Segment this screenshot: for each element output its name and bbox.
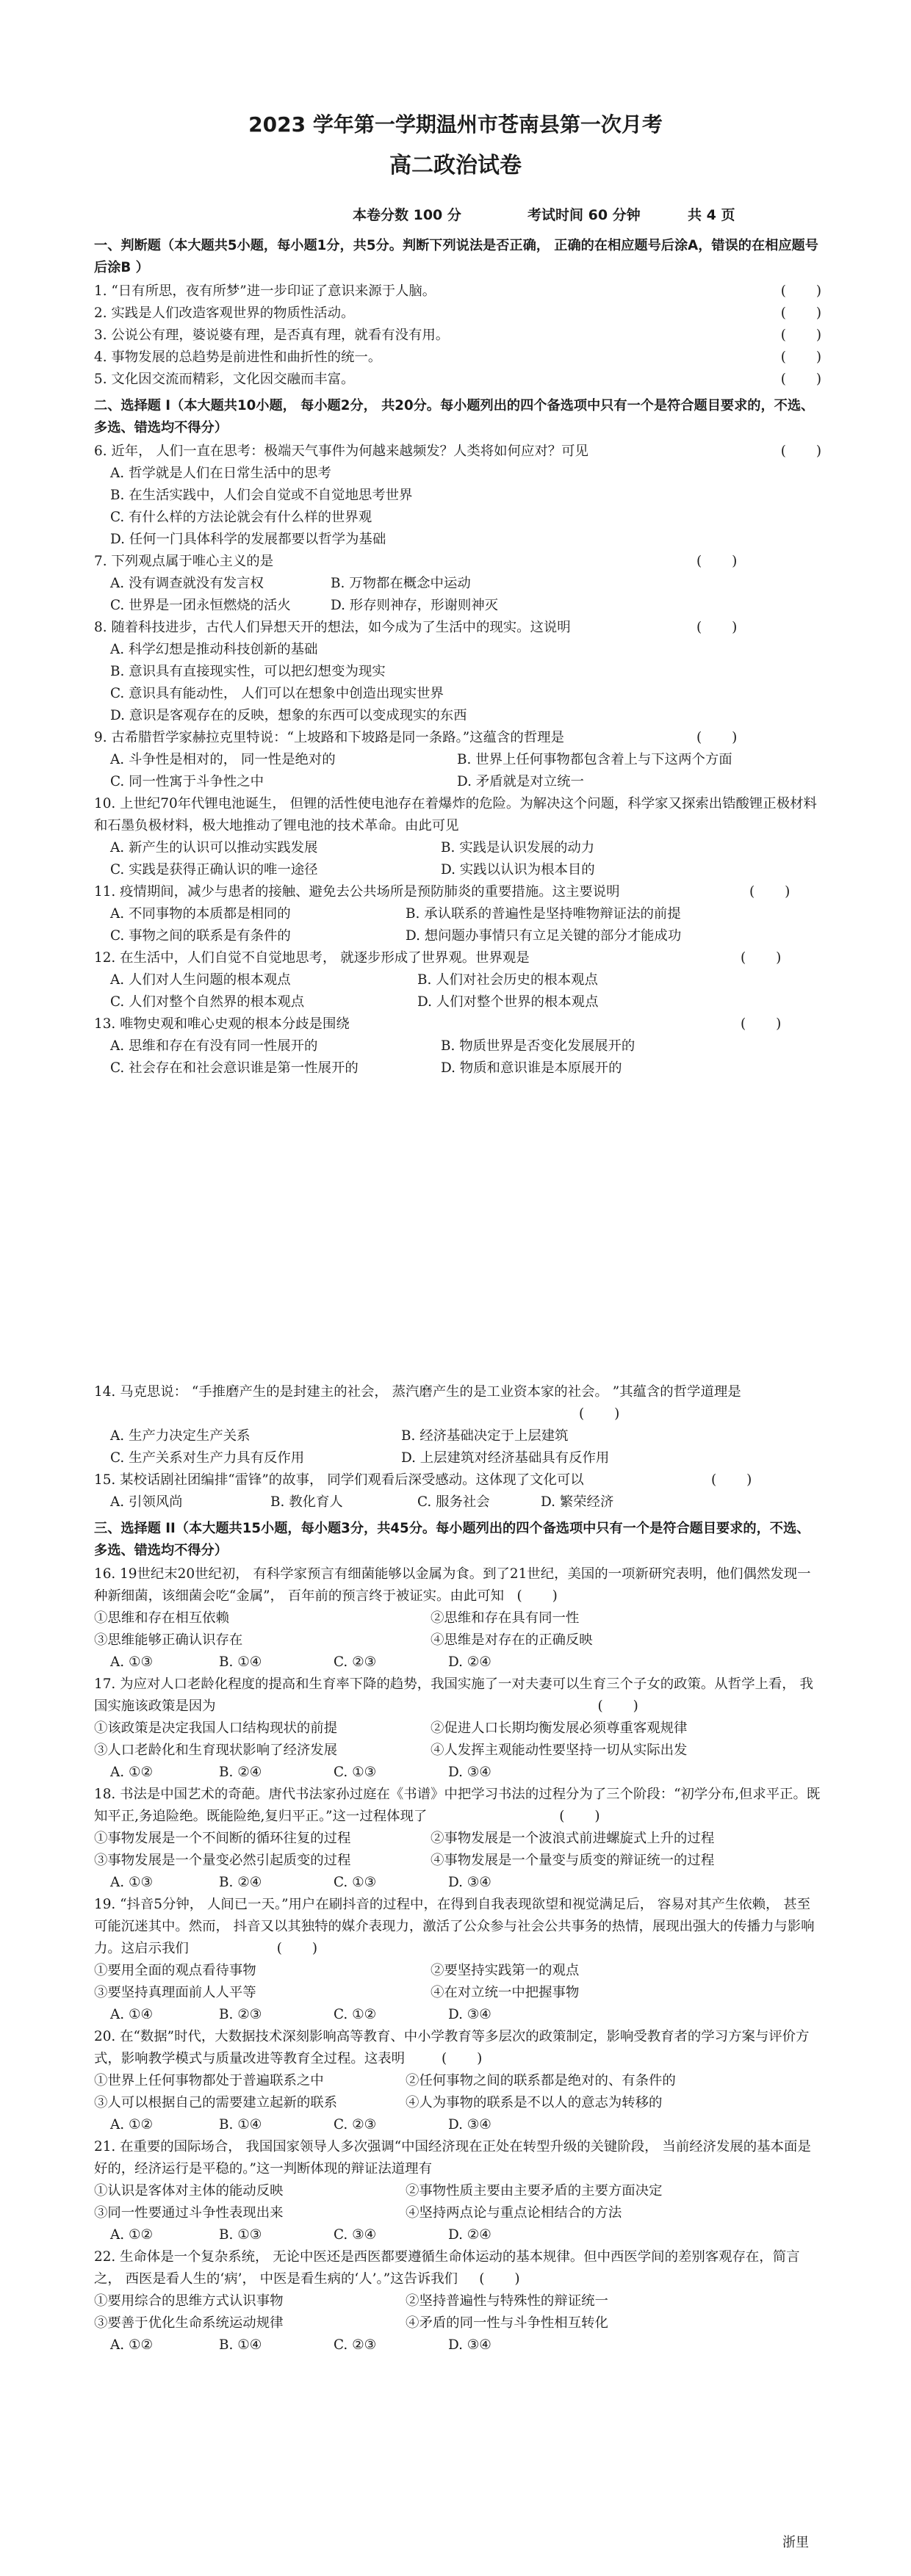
section-1-heading: 一、判断题（本大题共5小题，每小题1分，共5分。判断下列说法是否正确， 正确的在相应题号后涂A，错误的在相应题号后涂B ） <box>94 238 818 275</box>
question-6-option: D. 任何一门具体科学的发展都要以哲学为基础 <box>110 532 386 547</box>
question-13-option: D. 物质和意识谁是本原展开的 <box>441 1060 622 1076</box>
question-22-option: A. ①② <box>110 2337 153 2353</box>
question-21-statement: ①认识是客体对主体的能动反映 <box>94 2183 284 2199</box>
question-11-option: A. 不同事物的本质都是相同的 <box>110 906 291 922</box>
question-20-statement: ②任何事物之间的联系都是绝对的、有条件的 <box>406 2073 676 2088</box>
question-14-option: D. 上层建筑对经济基础具有反作用 <box>401 1450 610 1466</box>
question-15-options-row <box>94 1491 821 1513</box>
question-13-option: C. 社会存在和社会意识谁是第一性展开的 <box>110 1060 359 1076</box>
question-16-statement: ④思维是对存在的正确反映 <box>431 1632 593 1648</box>
question-10-options-row <box>94 859 821 881</box>
question-17-option: B. ②④ <box>219 1765 262 1780</box>
question-20-option: D. ③④ <box>448 2117 491 2132</box>
question-7-option: A. 没有调查就没有发言权 <box>110 576 264 591</box>
question-19-stem: 19. “抖音5分钟， 人间已一天。”用户在刷抖音的过程中，在得到自我表现欲望和视觉满足后， 容易对其产生依赖， 甚至可能沉迷其中。然而， 抖音又以其独特的媒介表现力，激活了公众参与社会公共事务的热情，展现出强大的传播力与影响力。这启示我们 ( ) <box>94 1897 815 1956</box>
question-20-option: B. ①④ <box>219 2117 262 2132</box>
question-6-stem: 6. 近年， 人们一直在思考：极端天气事件为何越来越频发？人类将如何应对？可见 ( ) <box>94 444 821 459</box>
question-9-options-row <box>94 749 821 771</box>
question-19-statement: ②要坚持实践第一的观点 <box>431 1963 580 1978</box>
question-19-options-row <box>94 2004 821 2026</box>
question-17-option: A. ①② <box>110 1765 153 1780</box>
question-21-statements-row <box>94 2180 821 2202</box>
question-19-statement: ①要用全面的观点看待事物 <box>94 1963 256 1978</box>
question-17-statement: ①该政策是决定我国人口结构现状的前提 <box>94 1721 338 1736</box>
judge-item-5: 5. 文化因交流而精彩，文化因交融而丰富。 ( ) <box>94 372 821 387</box>
question-8-option: A. 科学幻想是推动科技创新的基础 <box>110 642 318 657</box>
question-13-option: A. 思维和存在有没有同一性展开的 <box>110 1038 318 1054</box>
question-19-statements-row <box>94 1960 821 1982</box>
question-14-stem: 14. 马克思说： “手推磨产生的是封建主的社会， 蒸汽磨产生的是工业资本家的社会。 ”其蕴含的哲学道理是( ) <box>94 1384 741 1422</box>
question-22-options-row <box>94 2334 821 2356</box>
question-10-option: A. 新产生的认识可以推动实践发展 <box>110 840 318 855</box>
question-15-option: A. 引领风尚 <box>110 1494 183 1510</box>
question-22-statement: ③要善于优化生命系统运动规律 <box>94 2315 284 2331</box>
question-8-option: B. 意识具有直接现实性，可以把幻想变为现实 <box>110 664 386 679</box>
total-score: 本卷分数 100 分 <box>353 207 461 223</box>
question-7-option: D. 形存则神存，形谢则神灭 <box>331 598 499 613</box>
question-16-options-row <box>94 1651 821 1674</box>
question-14-options-row <box>94 1425 821 1447</box>
question-9-option: D. 矛盾就是对立统一 <box>457 774 584 789</box>
question-22-option: D. ③④ <box>448 2337 491 2353</box>
question-19-option: C. ①② <box>334 2007 377 2022</box>
question-16-statements-row <box>94 1607 821 1629</box>
question-17-statement: ④人发挥主观能动性要坚持一切从实际出发 <box>431 1743 688 1758</box>
question-7-option: C. 世界是一团永恒燃烧的活火 <box>110 598 291 613</box>
question-21-statement: ②事物性质主要由主要矛盾的主要方面决定 <box>406 2183 663 2199</box>
question-22-option: C. ②③ <box>334 2337 377 2353</box>
question-10-stem: 10. 上世纪70年代锂电池诞生， 但锂的活性使电池存在着爆炸的危险。为解决这个问题，科学家又探索出锆酸锂正极材料和石墨负极材料，极大地推动了锂电池的技术革命。由此可见 <box>94 796 817 833</box>
question-12-options-row <box>94 991 821 1013</box>
question-21-statement: ④坚持两点论与重点论相结合的方法 <box>406 2205 622 2221</box>
question-9-option: B. 世界上任何事物都包含着上与下这两个方面 <box>457 752 732 767</box>
question-21-option: A. ①② <box>110 2227 153 2243</box>
question-12-options-row <box>94 969 821 991</box>
question-7-options-row <box>94 595 821 617</box>
footer-region-label: 浙里 <box>782 2535 809 2550</box>
question-16-statement: ①思维和存在相互依赖 <box>94 1610 229 1626</box>
question-22-statement: ①要用综合的思维方式认识事物 <box>94 2293 284 2309</box>
question-20-stem: 20. 在“数据”时代，大数据技术深刻影响高等教育、中小学教育等多层次的政策制定，影响受教育者的学习方案与评价方式，影响教学模式与质量改进等教育全过程。这表明 ( ) <box>94 2029 810 2066</box>
question-16-option: D. ②④ <box>448 1654 491 1670</box>
question-19-statements-row <box>94 1982 821 2004</box>
question-6-option: C. 有什么样的方法论就会有什么样的世界观 <box>110 510 372 525</box>
question-17-statements-row <box>94 1740 821 1762</box>
question-19-option: B. ②③ <box>219 2007 262 2022</box>
question-18-statement: ④事物发展是一个量变与质变的辩证统一的过程 <box>431 1853 715 1868</box>
question-10-option: C. 实践是获得正确认识的唯一途径 <box>110 862 318 878</box>
exam-subtitle: 高二政治试卷 <box>389 153 522 178</box>
question-16-statements-row <box>94 1629 821 1651</box>
question-22-statements-row <box>94 2312 821 2334</box>
question-13-stem: 13. 唯物史观和唯心史观的根本分歧是围绕 ( ) <box>94 1016 782 1032</box>
exam-body-upper <box>94 231 821 1079</box>
question-22-statement: ②坚持普遍性与特殊性的辩证统一 <box>406 2293 608 2309</box>
question-20-statements-row <box>94 2070 821 2092</box>
question-9-option: C. 同一性寓于斗争性之中 <box>110 774 264 789</box>
question-13-options-row <box>94 1057 821 1079</box>
question-7-option: B. 万物都在概念中运动 <box>331 576 471 591</box>
exam-time: 考试时间 60 分钟 <box>527 207 641 223</box>
question-20-statements-row <box>94 2092 821 2114</box>
question-15-option: C. 服务社会 <box>417 1494 490 1510</box>
question-18-statement: ②事物发展是一个波浪式前进螺旋式上升的过程 <box>431 1831 715 1846</box>
question-7-options-row <box>94 573 821 595</box>
question-20-option: A. ①② <box>110 2117 153 2132</box>
question-6-option: B. 在生活实践中，人们会自觉或不自觉地思考世界 <box>110 488 413 503</box>
question-10-option: D. 实践以认识为根本目的 <box>441 862 595 878</box>
page-count: 共 4 页 <box>688 207 735 223</box>
question-11-option: D. 想问题办事情只有立足关键的部分才能成功 <box>406 928 682 944</box>
exam-title: 2023 学年第一学期温州市苍南县第一次月考 <box>248 112 663 137</box>
question-14-option: A. 生产力决定生产关系 <box>110 1428 251 1444</box>
question-10-option: B. 实践是认识发展的动力 <box>441 840 595 855</box>
question-17-options-row <box>94 1762 821 1784</box>
question-18-statement: ①事物发展是一个不间断的循环往复的过程 <box>94 1831 351 1846</box>
question-11-option: C. 事物之间的联系是有条件的 <box>110 928 291 944</box>
question-22-stem: 22. 生命体是一个复杂系统， 无论中医还是西医都要遵循生命体运动的基本规律。但中西医学间的差别客观存在，简言之， 西医是看人生的‘病’， 中医是看生病的‘人’。”这告诉我们 ( ) <box>94 2249 800 2287</box>
question-14-options-row <box>94 1447 821 1469</box>
question-21-option: B. ①③ <box>219 2227 262 2243</box>
question-16-statement: ③思维能够正确认识存在 <box>94 1632 243 1648</box>
question-21-options-row <box>94 2224 821 2246</box>
question-12-option: B. 人们对社会历史的根本观点 <box>417 972 598 988</box>
question-18-options-row <box>94 1872 821 1894</box>
question-21-option: D. ②④ <box>448 2227 491 2243</box>
question-20-options-row <box>94 2114 821 2136</box>
question-12-option: C. 人们对整个自然界的根本观点 <box>110 994 305 1010</box>
question-11-option: B. 承认联系的普遍性是坚持唯物辩证法的前提 <box>406 906 681 922</box>
question-16-option: C. ②③ <box>334 1654 377 1670</box>
question-22-statement: ④矛盾的同一性与斗争性相互转化 <box>406 2315 608 2331</box>
question-16-option: A. ①③ <box>110 1654 153 1670</box>
question-8-option: C. 意识具有能动性， 人们可以在想象中创造出现实世界 <box>110 686 444 701</box>
question-17-statement: ③人口老龄化和生育现状影响了经济发展 <box>94 1743 338 1758</box>
question-8-option: D. 意识是客观存在的反映，想象的东西可以变成现实的东西 <box>110 708 467 723</box>
question-11-options-row <box>94 925 821 947</box>
question-16-statement: ②思维和存在具有同一性 <box>431 1610 580 1626</box>
question-22-option: B. ①④ <box>219 2337 262 2353</box>
question-16-stem: 16. 19世纪末20世纪初， 有科学家预言有细菌能够以金属为食。到了21世纪，美国的一项新研究表明，他们偶然发现一种新细菌，该细菌会吃“金属”， 百年前的预言终于被证实。由此可知 ( ) <box>94 1566 811 1604</box>
question-6-option: A. 哲学就是人们在日常生活中的思考 <box>110 466 331 481</box>
question-13-options-row <box>94 1035 821 1057</box>
question-19-statement: ④在对立统一中把握事物 <box>431 1985 580 2000</box>
question-20-statement: ①世界上任何事物都处于普遍联系之中 <box>94 2073 324 2088</box>
question-17-option: C. ①③ <box>334 1765 377 1780</box>
question-21-stem: 21. 在重要的国际场合， 我国国家领导人多次强调“中国经济现在正处在转型升级的关键阶段， 当前经济发展的基本面是好的，经济运行是平稳的。”这一判断体现的辩证法道理有 <box>94 2139 811 2177</box>
question-7-stem: 7. 下列观点属于唯心主义的是 ( ) <box>94 554 738 569</box>
question-14-option: B. 经济基础决定于上层建筑 <box>401 1428 569 1444</box>
question-12-option: D. 人们对整个世界的根本观点 <box>417 994 599 1010</box>
question-20-statement: ④人为事物的联系是不以人的意志为转移的 <box>406 2095 663 2110</box>
question-15-option: D. 繁荣经济 <box>541 1494 614 1510</box>
question-17-option: D. ③④ <box>448 1765 491 1780</box>
question-15-option: B. 教化育人 <box>270 1494 343 1510</box>
question-12-stem: 12. 在生活中，人们自觉不自觉地思考， 就逐步形成了世界观。世界观是 ( ) <box>94 950 782 966</box>
judge-item-3: 3. 公说公有理，婆说婆有理，是否真有理，就看有没有用。 ( ) <box>94 328 821 343</box>
question-16-option: B. ①④ <box>219 1654 262 1670</box>
question-17-statement: ②促进人口长期均衡发展必须尊重客观规律 <box>431 1721 688 1736</box>
section-3-heading: 三、选择题 II（本大题共15小题，每小题3分，共45分。每小题列出的四个备选项中只有一个是符合题目要求的，不选、多选、错选均不得分） <box>94 1521 810 1558</box>
question-18-option: D. ③④ <box>448 1875 491 1890</box>
question-11-stem: 11. 疫情期间，减少与患者的接触、避免去公共场所是预防肺炎的重要措施。这主要说明 ( ) <box>94 884 791 900</box>
question-20-option: C. ②③ <box>334 2117 377 2132</box>
question-19-statement: ③要坚持真理面前人人平等 <box>94 1985 256 2000</box>
judge-item-2: 2. 实践是人们改造客观世界的物质性活动。 ( ) <box>94 305 821 321</box>
question-10-options-row <box>94 837 821 859</box>
question-14-option: C. 生产关系对生产力具有反作用 <box>110 1450 305 1466</box>
question-12-option: A. 人们对人生问题的根本观点 <box>110 972 291 988</box>
question-18-statement: ③事物发展是一个量变必然引起质变的过程 <box>94 1853 351 1868</box>
question-9-option: A. 斗争性是相对的， 同一性是绝对的 <box>110 752 336 767</box>
question-19-option: A. ①④ <box>110 2007 153 2022</box>
question-11-options-row <box>94 903 821 925</box>
question-9-stem: 9. 古希腊哲学家赫拉克里特说：“上坡路和下坡路是同一条路。”这蕴含的哲理是 ( ) <box>94 730 738 745</box>
question-13-option: B. 物质世界是否变化发展展开的 <box>441 1038 635 1054</box>
judge-item-4: 4. 事物发展的总趋势是前进性和曲折性的统一。 ( ) <box>94 350 821 365</box>
question-21-statements-row <box>94 2202 821 2224</box>
question-18-option: A. ①③ <box>110 1875 153 1890</box>
exam-body-lower <box>94 1381 821 2356</box>
question-9-options-row <box>94 771 821 793</box>
question-18-stem: 18. 书法是中国艺术的奇葩。唐代书法家孙过庭在《书谱》中把学习书法的过程分为了三个阶段：“初学分布,但求平正。既知平正,务追险绝。既能险绝,复归平正。”这一过程体现了 ( ) <box>94 1787 821 1824</box>
question-20-statement: ③人可以根据自己的需要建立起新的联系 <box>94 2095 338 2110</box>
question-17-statements-row <box>94 1718 821 1740</box>
question-19-option: D. ③④ <box>448 2007 491 2022</box>
question-18-statements-row <box>94 1850 821 1872</box>
question-15-stem: 15. 某校话剧社团编排“雷锋”的故事， 同学们观看后深受感动。这体现了文化可以 ( ) <box>94 1472 752 1488</box>
question-22-statements-row <box>94 2290 821 2312</box>
judge-item-1: 1. “日有所思，夜有所梦”进一步印证了意识来源于人脑。 ( ) <box>94 283 821 299</box>
question-21-statement: ③同一性要通过斗争性表现出来 <box>94 2205 284 2221</box>
question-17-stem: 17. 为应对人口老龄化程度的提高和生育率下降的趋势，我国实施了一对夫妻可以生育三个子女的政策。从哲学上看， 我国实施该政策是因为 ( ) <box>94 1676 813 1714</box>
question-8-stem: 8. 随着科技进步，古代人们异想天开的想法，如今成为了生活中的现实。这说明 ( ) <box>94 620 738 635</box>
question-21-option: C. ③④ <box>334 2227 377 2243</box>
question-18-statements-row <box>94 1828 821 1850</box>
question-18-option: C. ①③ <box>334 1875 377 1890</box>
question-18-option: B. ②④ <box>219 1875 262 1890</box>
section-2-heading: 二、选择题 I（本大题共10小题， 每小题2分， 共20分。每小题列出的四个备选项中只有一个是符合题目要求的，不选、多选、错选均不得分） <box>94 398 815 435</box>
